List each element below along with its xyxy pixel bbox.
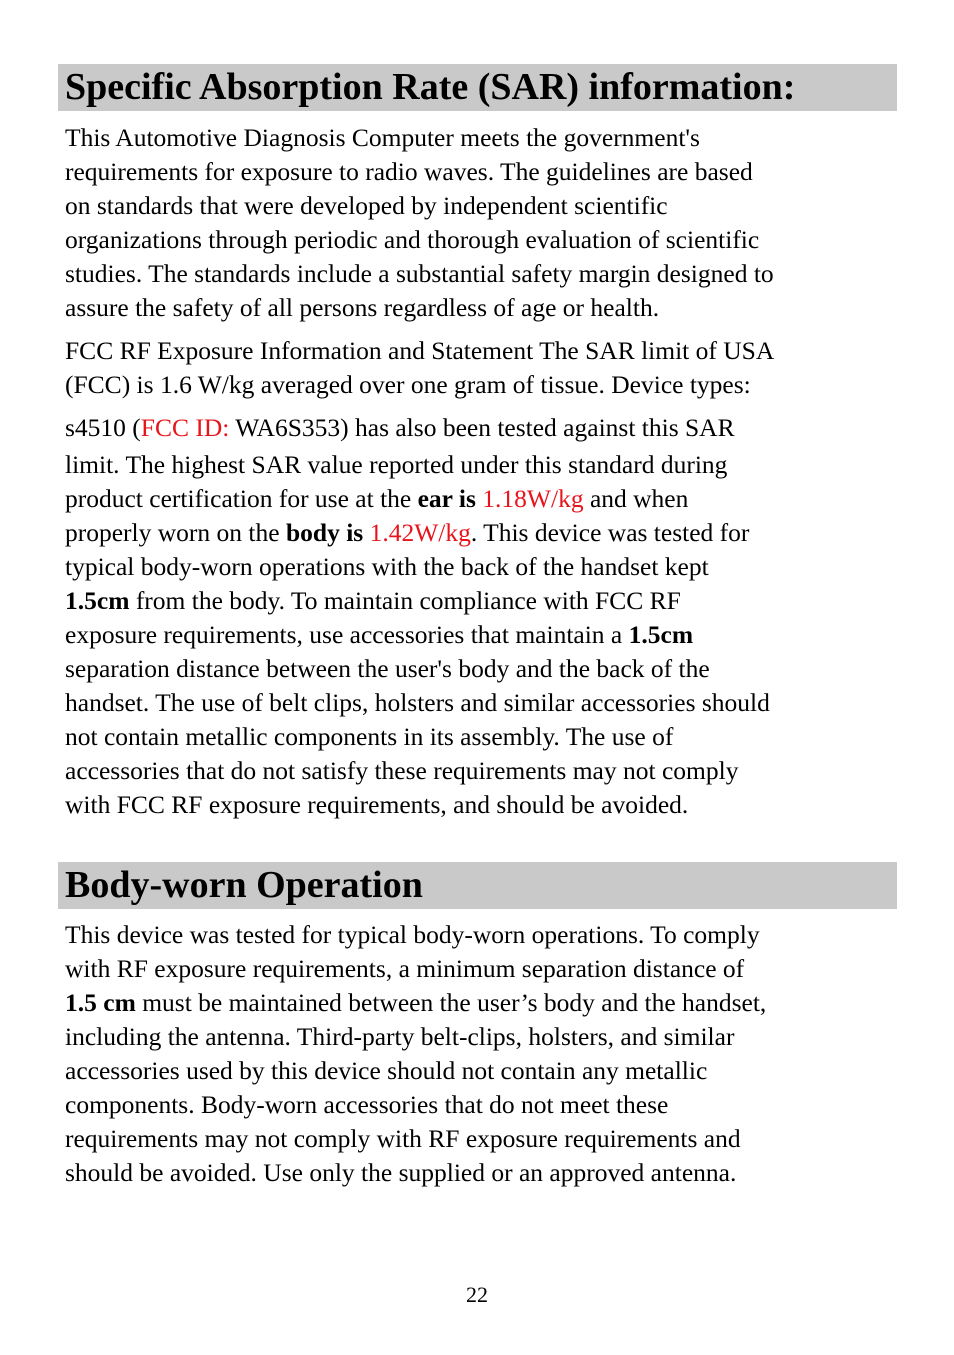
text-line <box>65 482 895 516</box>
body-sar-value: 1.42W/kg <box>369 518 471 547</box>
text-line <box>65 411 895 445</box>
body-worn-heading-bar <box>58 862 897 909</box>
text-line: This Automotive Diagnosis Computer meets the government's <box>65 123 700 152</box>
text-line: with RF exposure requirements, a minimum separation distance of <box>65 954 745 983</box>
text-line: typical body-worn operations with the back of the handset kept <box>65 552 709 581</box>
text-line <box>65 516 895 550</box>
text-line: requirements may not comply with RF exposure requirements and <box>65 1124 741 1153</box>
fcc-id-text: WA6S353) has also been tested against this SAR <box>229 413 735 442</box>
text-line: with FCC RF exposure requirements, and should be avoided. <box>65 790 689 819</box>
text-line: requirements for exposure to radio waves. The guidelines are based <box>65 157 753 186</box>
text-line: including the antenna. Third-party belt-clips, holsters, and similar <box>65 1022 735 1051</box>
text-line: accessories that do not satisfy these requirements may not comply <box>65 756 739 785</box>
text-line: assure the safety of all persons regardless of age or health. <box>65 293 660 322</box>
text-line: (FCC) is 1.6 W/kg averaged over one gram of tissue. Device types: <box>65 370 751 399</box>
ear-label: ear is <box>417 484 476 513</box>
text-line: handset. The use of belt clips, holsters and similar accessories should <box>65 688 770 717</box>
text-line: accessories used by this device should not contain any metallic <box>65 1056 708 1085</box>
text-fragment: must be maintained between the user’s body and the handset, <box>135 988 767 1017</box>
text-line <box>65 618 895 652</box>
text-fragment: properly worn on the <box>65 518 286 547</box>
fcc-id-label: FCC ID: <box>140 413 230 442</box>
text-line: should be avoided. Use only the supplied or an approved antenna. <box>65 1158 737 1187</box>
text-line: limit. The highest SAR value reported under this standard during <box>65 450 728 479</box>
text-line: components. Body-worn accessories that do not meet these <box>65 1090 669 1119</box>
sar-intro-paragraph <box>65 121 895 325</box>
text-line: FCC RF Exposure Information and Statement The SAR limit of USA <box>65 336 775 365</box>
text-line: studies. The standards include a substantial safety margin designed to <box>65 259 774 288</box>
text-fragment: and when <box>583 484 689 513</box>
device-model: s4510 ( <box>65 413 141 442</box>
sar-heading-bar <box>58 64 897 111</box>
text-fragment: from the body. To maintain compliance with FCC RF <box>129 586 681 615</box>
fcc-statement-paragraph <box>65 334 895 402</box>
text-fragment: product certification for use at the <box>65 484 418 513</box>
body-worn-heading: Body-worn Operation <box>65 864 423 906</box>
text-fragment: . This device was tested for <box>470 518 750 547</box>
page-number: 22 <box>466 1282 488 1307</box>
body-label: body is <box>285 518 364 547</box>
separation-distance: 1.5 cm <box>65 988 136 1017</box>
text-line: not contain metallic components in its assembly. The use of <box>65 722 674 751</box>
text-line: This device was tested for typical body-worn operations. To comply <box>65 920 760 949</box>
text-line <box>65 584 895 618</box>
text-line: on standards that were developed by independent scientific <box>65 191 668 220</box>
device-sar-paragraph <box>65 411 895 822</box>
body-worn-paragraph <box>65 918 895 1190</box>
text-fragment: exposure requirements, use accessories that maintain a <box>65 620 629 649</box>
text-line: separation distance between the user's body and the back of the <box>65 654 710 683</box>
text-line <box>65 986 895 1020</box>
ear-sar-value: 1.18W/kg <box>482 484 584 513</box>
sar-heading: Specific Absorption Rate (SAR) information: <box>65 66 796 108</box>
separation-distance: 1.5cm <box>65 586 130 615</box>
text-line: organizations through periodic and thorough evaluation of scientific <box>65 225 760 254</box>
separation-distance: 1.5cm <box>628 620 694 649</box>
